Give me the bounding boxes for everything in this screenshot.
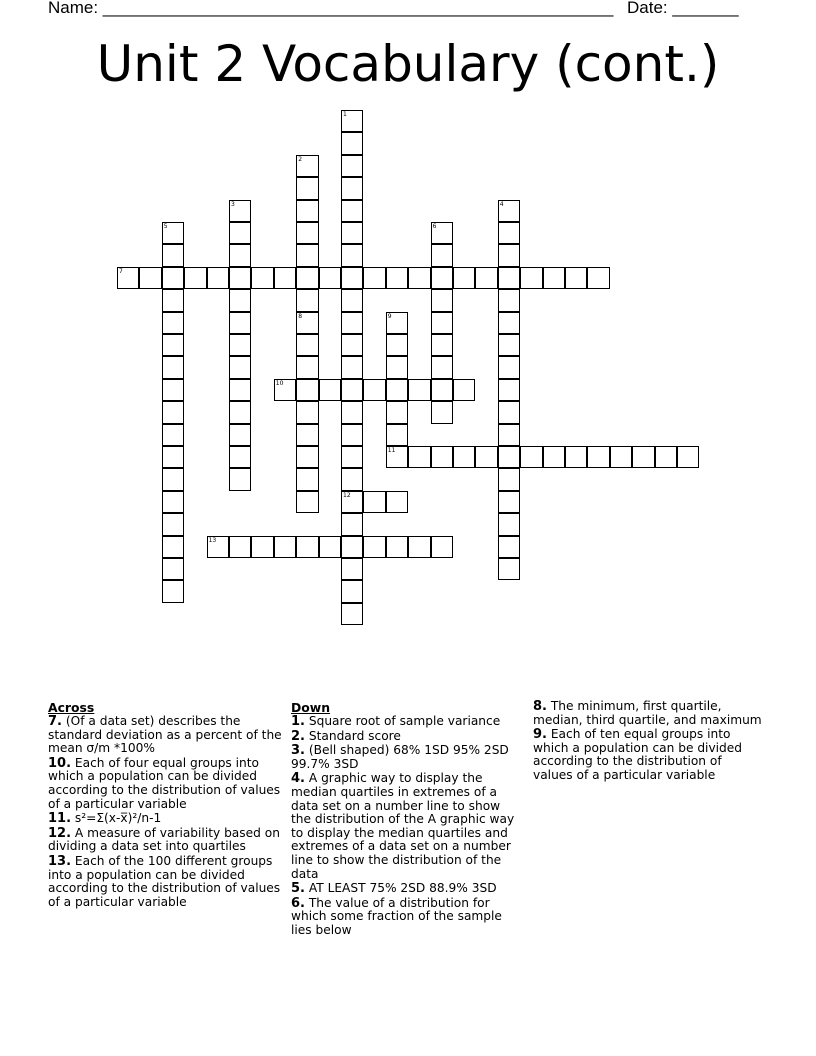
clue-text: Each of the 100 different groups into a population can be divided according to the distribution of values of a particular variable	[48, 853, 281, 909]
grid-cell[interactable]	[162, 244, 184, 266]
grid-cell[interactable]	[386, 379, 408, 401]
grid-cell[interactable]	[498, 468, 520, 490]
clue-number: 4.	[291, 771, 305, 787]
clue-text: A graphic way to display the median quartiles in extremes of a data set on a number line to show the distribution of the A graphic way to display the median quartiles and extremes of a data set on a number line to show the distribution of the data	[291, 771, 515, 881]
grid-cell[interactable]	[296, 401, 318, 423]
grid-cell[interactable]	[229, 401, 251, 423]
grid-cell[interactable]	[319, 536, 341, 558]
grid-cell[interactable]	[341, 468, 363, 490]
grid-cell[interactable]	[520, 446, 542, 468]
grid-cell[interactable]	[431, 379, 453, 401]
grid-cell[interactable]	[386, 446, 408, 468]
grid-cell[interactable]	[363, 536, 385, 558]
clue-number-label: 7	[119, 267, 123, 275]
date-field-label: Date: _______	[627, 0, 739, 17]
down-clue	[291, 882, 523, 896]
down-clue	[291, 772, 523, 881]
grid-cell[interactable]	[408, 536, 430, 558]
grid-cell[interactable]	[274, 267, 296, 289]
grid-cell[interactable]	[341, 603, 363, 625]
down-clue	[533, 700, 763, 727]
grid-cell[interactable]	[498, 267, 520, 289]
grid-cell[interactable]	[162, 334, 184, 356]
grid-cell[interactable]	[498, 558, 520, 580]
grid-cell[interactable]	[341, 424, 363, 446]
clue-number: 13.	[48, 853, 72, 869]
grid-cell[interactable]	[117, 267, 139, 289]
clue-number-label: 8	[298, 312, 303, 320]
grid-cell[interactable]	[341, 244, 363, 266]
grid-cell[interactable]	[453, 379, 475, 401]
grid-cell[interactable]	[139, 267, 161, 289]
grid-cell[interactable]	[431, 267, 453, 289]
grid-cell[interactable]	[162, 580, 184, 602]
down-clue	[291, 744, 523, 771]
grid-cell[interactable]	[498, 289, 520, 311]
grid-cell[interactable]	[543, 446, 565, 468]
grid-cell[interactable]	[319, 267, 341, 289]
clue-text: Each of four equal groups into which a population can be divided according to the distribution of values of a particular variable	[48, 755, 281, 811]
grid-cell[interactable]	[431, 244, 453, 266]
across-heading: Across	[48, 700, 95, 715]
clue-number: 5.	[291, 881, 305, 897]
clue-number: 2.	[291, 728, 305, 744]
down-clues-continued	[533, 700, 763, 784]
clue-text: The minimum, first quartile, median, third quartile, and maximum	[533, 699, 762, 727]
grid-cell[interactable]	[498, 244, 520, 266]
grid-cell[interactable]	[498, 401, 520, 423]
grid-cell[interactable]	[229, 222, 251, 244]
clue-number: 8.	[533, 699, 547, 714]
grid-cell[interactable]	[475, 446, 497, 468]
grid-cell[interactable]	[296, 334, 318, 356]
grid-cell[interactable]	[162, 446, 184, 468]
grid-cell[interactable]	[498, 536, 520, 558]
grid-cell[interactable]	[162, 468, 184, 490]
down-clue	[291, 897, 523, 938]
grid-cell[interactable]	[162, 491, 184, 513]
grid-cell[interactable]	[274, 379, 296, 401]
grid-cell[interactable]	[229, 334, 251, 356]
grid-cell[interactable]	[162, 513, 184, 535]
grid-cell[interactable]	[229, 200, 251, 222]
grid-cell[interactable]	[363, 491, 385, 513]
grid-cell[interactable]	[453, 446, 475, 468]
clue-text: A measure of variability based on dividing a data set into quartiles	[48, 825, 280, 854]
clue-number: 6.	[291, 895, 305, 911]
grid-cell[interactable]	[162, 356, 184, 378]
grid-cell[interactable]	[341, 177, 363, 199]
clue-text: s²=Σ(x-x̅)²/n-1	[71, 811, 162, 826]
clue-number-label: 6	[432, 223, 437, 230]
grid-cell[interactable]	[386, 491, 408, 513]
grid-cell[interactable]	[498, 334, 520, 356]
grid-cell[interactable]	[677, 446, 699, 468]
grid-cell[interactable]	[386, 267, 408, 289]
grid-cell[interactable]	[363, 267, 385, 289]
grid-cell[interactable]	[162, 558, 184, 580]
grid-cell[interactable]	[431, 446, 453, 468]
grid-cell[interactable]	[162, 222, 184, 244]
grid-cell[interactable]	[453, 267, 475, 289]
grid-cell[interactable]	[386, 356, 408, 378]
clue-text: The value of a distribution for which some fraction of the sample lies below	[291, 895, 502, 937]
grid-cell[interactable]	[251, 267, 273, 289]
across-clue	[48, 855, 284, 909]
grid-cell[interactable]	[296, 222, 318, 244]
clue-number-label: 12	[343, 491, 351, 499]
grid-cell[interactable]	[296, 155, 318, 177]
clue-number: 3.	[291, 743, 305, 759]
grid-cell[interactable]	[341, 401, 363, 423]
clue-number-label: 2	[298, 155, 303, 163]
down-clues	[291, 700, 523, 939]
grid-cell[interactable]	[341, 513, 363, 535]
grid-cell[interactable]	[341, 222, 363, 244]
grid-cell[interactable]	[162, 536, 184, 558]
grid-cell[interactable]	[498, 222, 520, 244]
grid-cell[interactable]	[296, 289, 318, 311]
clue-text: (Bell shaped) 68% 1SD 95% 2SD 99.7% 3SD	[291, 743, 509, 771]
grid-cell[interactable]	[498, 424, 520, 446]
grid-cell[interactable]	[162, 267, 184, 289]
grid-cell[interactable]	[341, 446, 363, 468]
grid-cell[interactable]	[296, 312, 318, 334]
grid-cell[interactable]	[565, 267, 587, 289]
grid-cell[interactable]	[207, 536, 229, 558]
clue-number-label: 1	[343, 111, 347, 118]
grid-cell[interactable]	[498, 356, 520, 378]
down-heading: Down	[291, 700, 331, 715]
grid-cell[interactable]	[296, 356, 318, 378]
grid-cell[interactable]	[498, 513, 520, 535]
grid-cell[interactable]	[431, 312, 453, 334]
grid-cell[interactable]	[431, 334, 453, 356]
grid-cell[interactable]	[341, 536, 363, 558]
grid-cell[interactable]	[543, 267, 565, 289]
grid-cell[interactable]	[341, 379, 363, 401]
clue-text: Standard score	[304, 728, 401, 743]
clue-number: 12.	[48, 825, 72, 841]
name-field-label: Name: ______________________________________________________	[48, 0, 614, 17]
grid-cell[interactable]	[386, 334, 408, 356]
grid-cell[interactable]	[431, 289, 453, 311]
clue-number: 7.	[48, 714, 62, 729]
grid-cell[interactable]	[229, 289, 251, 311]
grid-cell[interactable]	[207, 267, 229, 289]
grid-cell[interactable]	[431, 356, 453, 378]
clue-number: 9.	[533, 727, 547, 743]
clue-number-label: 4	[499, 200, 504, 208]
grid-cell[interactable]	[587, 446, 609, 468]
clue-number: 1.	[291, 714, 305, 729]
grid-cell[interactable]	[341, 356, 363, 378]
grid-cell[interactable]	[296, 379, 318, 401]
grid-cell[interactable]	[498, 491, 520, 513]
grid-cell[interactable]	[296, 468, 318, 490]
grid-cell[interactable]	[296, 244, 318, 266]
clue-number-label: 3	[231, 200, 235, 208]
grid-cell[interactable]	[162, 379, 184, 401]
grid-cell[interactable]	[475, 267, 497, 289]
grid-cell[interactable]	[341, 334, 363, 356]
grid-cell[interactable]	[229, 356, 251, 378]
grid-cell[interactable]	[296, 424, 318, 446]
clue-number: 10.	[48, 755, 72, 771]
clue-text: Each of ten equal groups into which a population can be divided according to the distribution of values of a particular variable	[533, 727, 743, 782]
grid-cell[interactable]	[229, 244, 251, 266]
grid-cell[interactable]	[296, 446, 318, 468]
across-clue	[48, 827, 284, 854]
grid-cell[interactable]	[341, 580, 363, 602]
grid-cell[interactable]	[587, 267, 609, 289]
across-clues	[48, 700, 284, 910]
clue-number: 11.	[48, 811, 72, 827]
grid-cell[interactable]	[162, 401, 184, 423]
across-clue	[48, 812, 284, 826]
clue-number-label: 9	[387, 312, 392, 320]
grid-cell[interactable]	[341, 200, 363, 222]
grid-cell[interactable]	[296, 491, 318, 513]
grid-cell[interactable]	[341, 491, 363, 513]
across-clue	[48, 715, 284, 756]
grid-cell[interactable]	[386, 312, 408, 334]
grid-cell[interactable]	[520, 267, 542, 289]
down-clue	[533, 728, 763, 782]
grid-cell[interactable]	[610, 446, 632, 468]
grid-cell[interactable]	[565, 446, 587, 468]
grid-cell[interactable]	[162, 424, 184, 446]
grid-cell[interactable]	[251, 536, 273, 558]
grid-cell[interactable]	[296, 200, 318, 222]
grid-cell[interactable]	[319, 379, 341, 401]
grid-cell[interactable]	[296, 177, 318, 199]
down-clue	[291, 715, 523, 729]
grid-cell[interactable]	[162, 312, 184, 334]
grid-cell[interactable]	[229, 424, 251, 446]
grid-cell[interactable]	[498, 200, 520, 222]
grid-cell[interactable]	[341, 132, 363, 154]
grid-cell[interactable]	[229, 379, 251, 401]
grid-cell[interactable]	[296, 536, 318, 558]
grid-cell[interactable]	[229, 446, 251, 468]
grid-cell[interactable]	[431, 536, 453, 558]
grid-cell[interactable]	[229, 267, 251, 289]
grid-cell[interactable]	[655, 446, 677, 468]
grid-cell[interactable]	[341, 267, 363, 289]
grid-cell[interactable]	[431, 222, 453, 244]
clue-number-label: 5	[163, 223, 168, 230]
page-title: Unit 2 Vocabulary (cont.)	[96, 35, 720, 93]
grid-cell[interactable]	[363, 379, 385, 401]
grid-cell[interactable]	[184, 267, 206, 289]
clue-text: AT LEAST 75% 2SD 88.9% 3SD	[304, 881, 497, 896]
clue-number-label: 11	[387, 447, 396, 454]
clue-number-label: 10	[275, 379, 284, 387]
clue-text: Square root of sample variance	[304, 714, 501, 728]
down-clue	[291, 730, 523, 744]
grid-cell[interactable]	[431, 401, 453, 423]
grid-cell[interactable]	[229, 468, 251, 490]
grid-cell[interactable]	[632, 446, 654, 468]
grid-cell[interactable]	[386, 401, 408, 423]
clue-number-label: 13	[208, 536, 217, 544]
grid-cell[interactable]	[408, 267, 430, 289]
grid-cell[interactable]	[341, 110, 363, 132]
grid-cell[interactable]	[341, 558, 363, 580]
grid-cell[interactable]	[229, 536, 251, 558]
grid-cell[interactable]	[408, 379, 430, 401]
grid-cell[interactable]	[229, 312, 251, 334]
grid-cell[interactable]	[274, 536, 296, 558]
across-clue	[48, 757, 284, 811]
grid-cell[interactable]	[498, 379, 520, 401]
grid-cell[interactable]	[386, 536, 408, 558]
grid-cell[interactable]	[408, 446, 430, 468]
grid-cell[interactable]	[498, 312, 520, 334]
grid-cell[interactable]	[296, 267, 318, 289]
clue-text: (Of a data set) describes the standard deviation as a percent of the mean σ/m *100%	[48, 714, 282, 756]
grid-cell[interactable]	[162, 289, 184, 311]
grid-cell[interactable]	[341, 155, 363, 177]
grid-cell[interactable]	[341, 312, 363, 334]
grid-cell[interactable]	[386, 424, 408, 446]
grid-cell[interactable]	[341, 289, 363, 311]
grid-cell[interactable]	[498, 446, 520, 468]
